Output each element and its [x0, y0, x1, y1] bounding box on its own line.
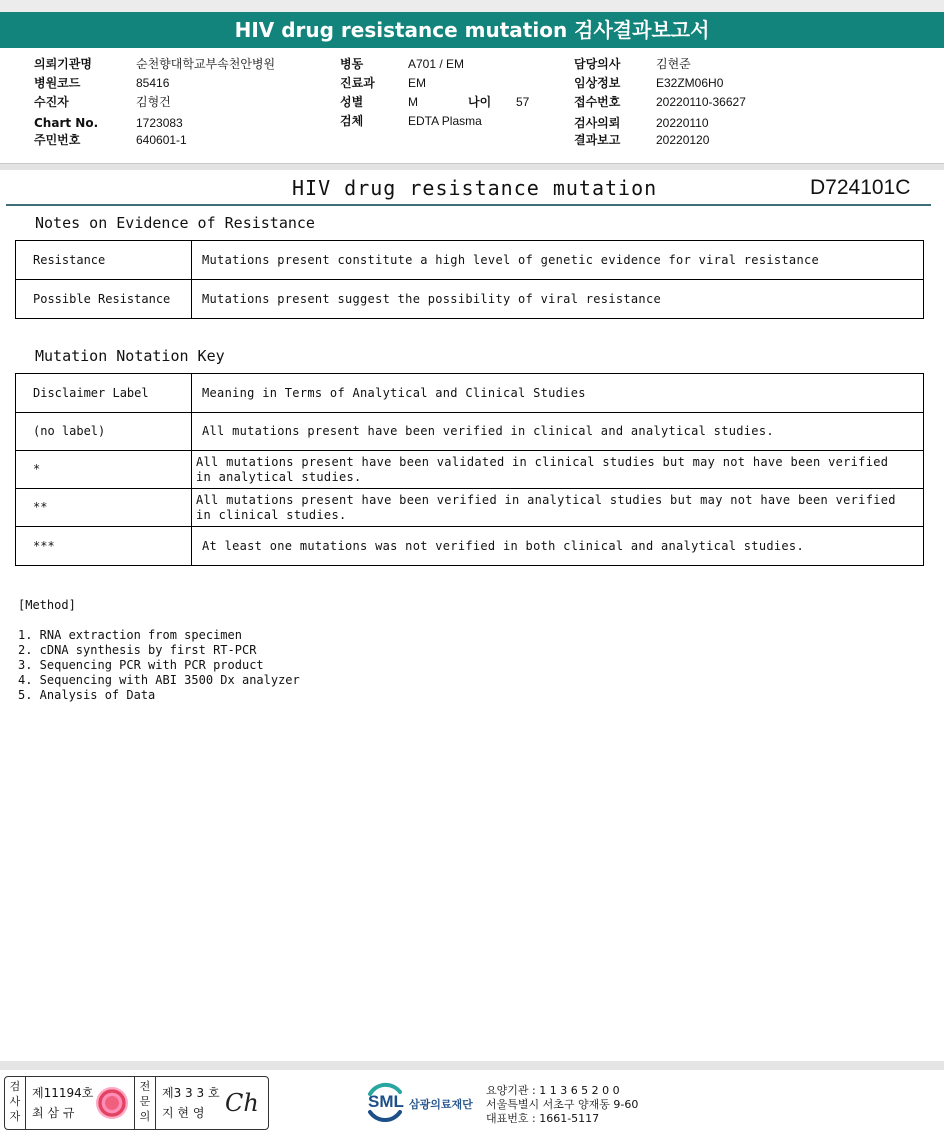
value-ward: A701 / EM [408, 57, 465, 71]
label-receipt-no: 접수번호 [574, 95, 621, 109]
label-clinical-info: 임상정보 [574, 76, 621, 90]
value-requesting-institution: 순천향대학교부속천안병원 [136, 57, 276, 71]
report-banner-title: HIV drug resistance mutation 검사결과보고서 [0, 12, 944, 48]
footer-strip [0, 1061, 944, 1070]
method-step: 5. Analysis of Data [18, 688, 156, 702]
value-report-date: 20220120 [656, 133, 710, 147]
notation-text: Meaning in Terms of Analytical and Clinical Studies [192, 374, 924, 413]
title-rule [6, 204, 931, 206]
top-strip [0, 0, 944, 12]
value-sex: M [408, 95, 418, 109]
table-row [16, 374, 924, 413]
label-age: 나이 [468, 95, 492, 109]
table-row [16, 413, 924, 451]
notation-text: At least one mutations was not verified in both clinical and analytical studies. [192, 527, 924, 566]
value-specimen: EDTA Plasma [408, 114, 482, 128]
evidence-table [15, 240, 924, 319]
header-divider [0, 163, 944, 170]
value-clinical-info: E32ZM06H0 [656, 76, 724, 90]
label-hospital-code: 병원코드 [34, 76, 81, 90]
label-department: 진료과 [340, 76, 375, 90]
value-age: 57 [516, 95, 530, 109]
examiner-name: 최 삼 규 [32, 1106, 75, 1120]
label-doctor: 담당의사 [574, 57, 621, 71]
notation-heading: Mutation Notation Key [35, 347, 225, 365]
label-specimen: 검체 [340, 114, 364, 128]
table-row [16, 280, 924, 319]
value-hospital-code: 85416 [136, 76, 170, 90]
method-step: 1. RNA extraction from specimen [18, 628, 242, 642]
report-title: HIV drug resistance mutation [292, 176, 658, 200]
notation-label: Disclaimer Label [16, 374, 192, 413]
provider-number: 요양기관 : 1 1 3 6 5 2 0 0 [486, 1084, 620, 1097]
label-chart-no: Chart No. [34, 116, 99, 130]
official-seal [96, 1087, 128, 1119]
specialist-license-no: 제3 3 3 호 [162, 1086, 220, 1100]
label-ward: 병동 [340, 57, 364, 71]
value-chart-no: 1723083 [136, 116, 183, 130]
value-department: EM [408, 76, 426, 90]
value-request-date: 20220110 [656, 116, 709, 130]
report-code: D724101C [810, 176, 911, 199]
method-heading: [Method] [18, 598, 76, 612]
sml-logo-text: SML [368, 1092, 404, 1111]
evidence-heading: Notes on Evidence of Resistance [35, 214, 315, 232]
evidence-label: Resistance [16, 241, 192, 280]
label-sex: 성별 [340, 95, 364, 109]
table-row [16, 241, 924, 280]
evidence-text: Mutations present suggest the possibility of viral resistance [192, 280, 924, 319]
label-request-date: 검사의뢰 [574, 116, 621, 130]
notation-text: All mutations present have been verified in analytical studies but may not have been verified in clinical studies. [192, 489, 924, 527]
notation-table [15, 373, 924, 566]
label-report-date: 결과보고 [574, 133, 621, 147]
method-step: 2. cDNA synthesis by first RT-PCR [18, 643, 257, 657]
organization-name: 삼광의료재단 [409, 1098, 473, 1111]
value-doctor: 김현준 [656, 57, 691, 71]
specialist-vertical-label: 전 문 의 [139, 1080, 151, 1123]
value-resident-no: 640601-1 [136, 133, 187, 147]
table-row [16, 451, 924, 489]
label-resident-no: 주민번호 [34, 133, 81, 147]
main-phone: 대표번호 : 1661-5117 [486, 1112, 600, 1125]
evidence-label: Possible Resistance [16, 280, 192, 319]
method-step: 4. Sequencing with ABI 3500 Dx analyzer [18, 673, 300, 687]
table-row [16, 489, 924, 527]
specialist-signature: Ch [225, 1089, 259, 1117]
notation-label: ** [16, 489, 192, 527]
table-row [16, 527, 924, 566]
label-patient: 수진자 [34, 95, 69, 109]
method-step: 3. Sequencing PCR with PCR product [18, 658, 264, 672]
value-receipt-no: 20220110-36627 [656, 95, 746, 109]
notation-label: (no label) [16, 413, 192, 451]
value-patient: 김형건 [136, 95, 171, 109]
notation-text: All mutations present have been verified in clinical and analytical studies. [192, 413, 924, 451]
evidence-text: Mutations present constitute a high level of genetic evidence for viral resistance [192, 241, 924, 280]
notation-text: All mutations present have been validated in clinical studies but may not have been verified in analytical studies. [192, 451, 924, 489]
notation-label: * [16, 451, 192, 489]
examiner-vertical-label: 검 사 자 [9, 1080, 21, 1123]
examiner-license-no: 제11194호 [32, 1086, 94, 1100]
notation-label: *** [16, 527, 192, 566]
signature-box [4, 1076, 269, 1130]
address: 서울특별시 서초구 양재동 9-60 [486, 1098, 639, 1111]
label-requesting-institution: 의뢰기관명 [34, 57, 92, 71]
specialist-name: 지 현 영 [162, 1106, 205, 1120]
